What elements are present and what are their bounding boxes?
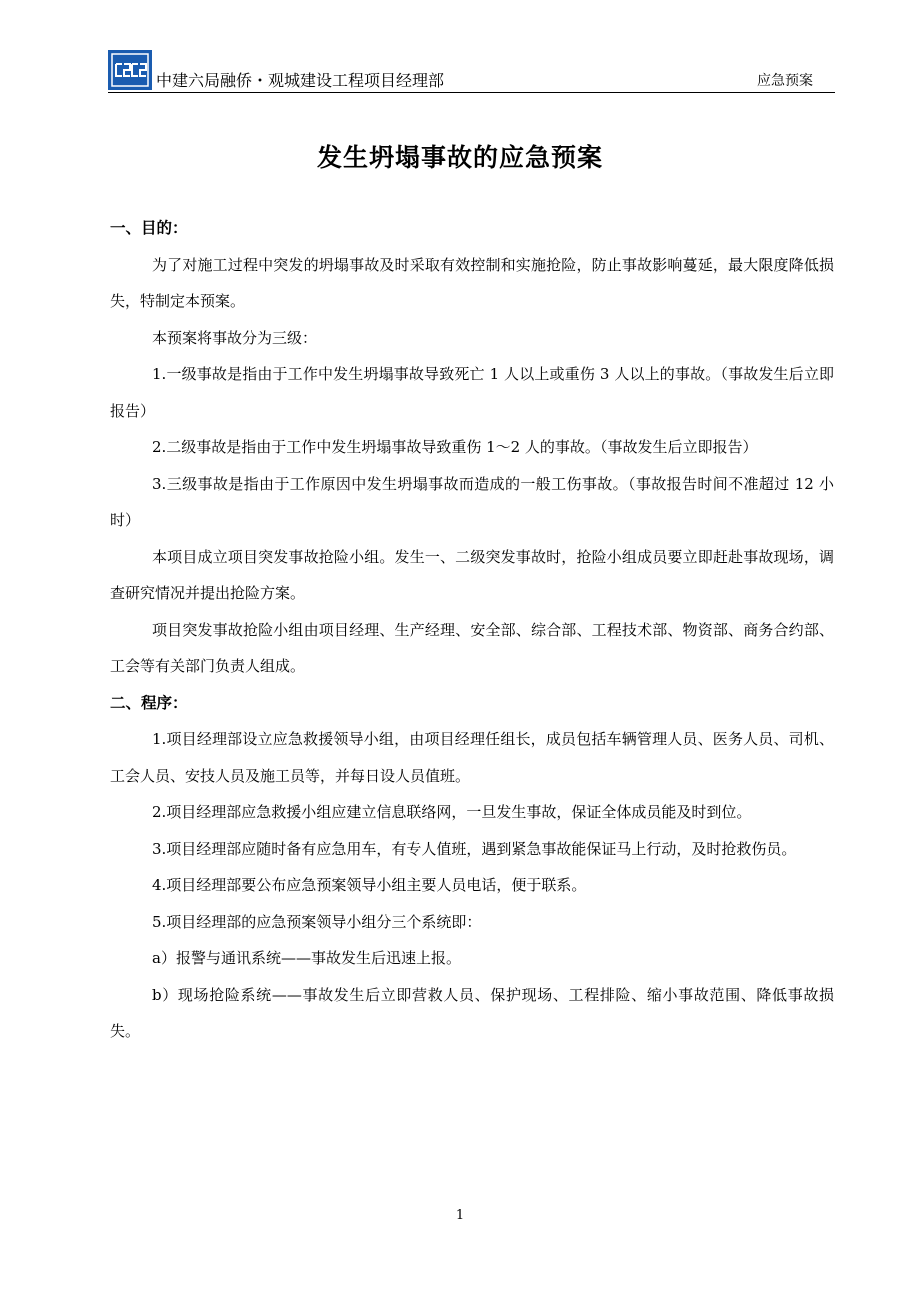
paragraph: 2.项目经理部应急救援小组应建立信息联络网，一旦发生事故，保证全体成员能及时到位。 bbox=[152, 803, 752, 821]
paragraph: 5.项目经理部的应急预案领导小组分三个系统即： bbox=[152, 912, 482, 931]
paragraph: 1.项目经理部设立应急救援领导小组，由项目经理任组长，成员包括车辆管理人员、医务人员、司机、工会人员、安技人员及施工员等，并每日设人员值班。 bbox=[110, 730, 834, 785]
paragraph: b）现场抢险系统——事故发生后立即营救人员、保护现场、工程排险、缩小事故范围、降低事故损失。 bbox=[110, 985, 834, 1040]
paragraph: 3.项目经理部应随时备有应急用车，有专人值班，遇到紧急事故能保证马上行动，及时抢救伤员。 bbox=[152, 839, 797, 858]
header-divider bbox=[108, 92, 835, 93]
section-heading-procedure: 二、程序： bbox=[110, 693, 188, 712]
paragraph: 项目突发事故抢险小组由项目经理、生产经理、安全部、综合部、工程技术部、物资部、商务合约部、工会等有关部门负责人组成。 bbox=[110, 620, 834, 675]
page-number: 1 bbox=[455, 1208, 465, 1223]
header-document-type: 应急预案 bbox=[757, 73, 813, 89]
section-heading-purpose: 一、目的： bbox=[110, 219, 188, 237]
document-body bbox=[110, 210, 834, 1050]
paragraph: 为了对施工过程中突发的坍塌事故及时采取有效控制和实施抢险，防止事故影响蔓延，最大限度降低损失，特制定本预案。 bbox=[110, 255, 834, 310]
paragraph: a）报警与通讯系统——事故发生后迅速上报。 bbox=[152, 949, 461, 967]
paragraph: 本项目成立项目突发事故抢险小组。发生一、二级突发事故时，抢险小组成员要立即赶赴事故现场，调查研究情况并提出抢险方案。 bbox=[110, 547, 834, 602]
paragraph: 本预案将事故分为三级： bbox=[152, 328, 318, 347]
cscec-logo bbox=[108, 50, 152, 90]
header-company-name: 中建六局融侨・观城建设工程项目经理部 bbox=[156, 71, 445, 90]
paragraph: 4.项目经理部要公布应急预案领导小组主要人员电话，便于联系。 bbox=[152, 876, 587, 894]
paragraph: 3.三级事故是指由于工作原因中发生坍塌事故而造成的一般工伤事故。（事故报告时间不准超过 12 小时） bbox=[110, 474, 834, 529]
page-header bbox=[108, 44, 835, 94]
paragraph: 2.二级事故是指由于工作中发生坍塌事故导致重伤 1～2 人的事故。（事故发生后立即报告） bbox=[152, 438, 758, 456]
page-title: 发生坍塌事故的应急预案 bbox=[316, 143, 603, 172]
paragraph: 1.一级事故是指由于工作中发生坍塌事故导致死亡 1 人以上或重伤 3 人以上的事故。（事故发生后立即报告） bbox=[110, 365, 834, 420]
